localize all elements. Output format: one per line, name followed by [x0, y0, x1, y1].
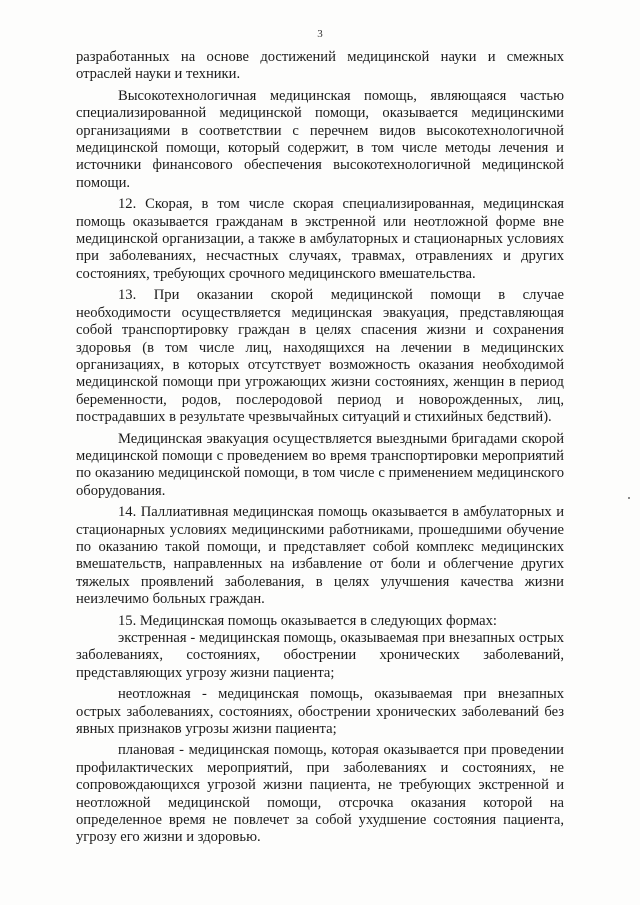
paragraph-form-emergency: экстренная - медицинская помощь, оказываемая при внезапных острых заболеваниях, состояниях, обострении хронических заболеваний, представляющих угрозу жизни пациента; — [76, 630, 564, 681]
paragraph-14-palliative-care: 14. Паллиативная медицинская помощь оказывается в амбулаторных и стационарных условиях медицинскими работниками, прошедшими обучение по оказанию такой помощи, и представляет собой комплекс медицинских вмешательств, направленных на избавление от боли и облегчение других тяжелых проявлений заболевания, в целях улучшения качества жизни неизлечимо больных граждан. — [76, 504, 564, 608]
paragraph-evacuation-teams: Медицинская эвакуация осуществляется выездными бригадами скорой медицинской помощи с проведением во время транспортировки мероприятий по оказанию медицинской помощи, в том числе с применением медицинского оборудования. — [76, 430, 564, 499]
paragraph-form-planned: плановая - медицинская помощь, которая оказывается при проведении профилактических мероприятий, при заболеваниях и состояниях, не сопровождающихся угрозой жизни пациента, не требующих экстренной и неотложной медицинской помощи, отсрочка оказания которой на определенное время не повлечет за собой ухудшение состояния пациента, угрозу его жизни и здоровью. — [76, 742, 564, 846]
paragraph-continuation: разработанных на основе достижений медицинской науки и смежных отраслей науки и техники. — [76, 49, 564, 83]
paragraph-12-emergency-care: 12. Скорая, в том числе скорая специализированная, медицинская помощь оказывается гражданам в экстренной или неотложной форме вне медицинской организации, а также в амбулаторных и стационарных условиях при заболеваниях, несчастных случаях, травмах, отравлениях и других состояниях, требующих срочного медицинского вмешательства. — [76, 196, 564, 282]
document-body — [76, 49, 564, 847]
scan-speck — [628, 497, 630, 499]
paragraph-form-urgent: неотложная - медицинская помощь, оказываемая при внезапных острых заболеваниях, состояниях, обострении хронических заболеваний без явных признаков угрозы жизни пациента; — [76, 686, 564, 738]
paragraph-15-forms: 15. Медицинская помощь оказывается в следующих формах: — [118, 612, 497, 629]
paragraph-13-evacuation: 13. При оказании скорой медицинской помощи в случае необходимости осуществляется медицинская эвакуация, представляющая собой транспортировку граждан в целях спасения жизни и сохранения здоровья (в том числе лиц, находящихся на лечении в медицинских организациях, в которых отсутствует возможность оказания необходимой медицинской помощи при угрожающих жизни состояниях, женщин в период беременности, родов, послеродовой период и новорожденных, лиц, пострадавших в результате чрезвычайных ситуаций и стихийных бедствий). — [76, 287, 564, 426]
page-number: 3 — [317, 28, 323, 40]
paragraph-high-tech-care: Высокотехнологичная медицинская помощь, являющаяся частью специализированной медицинской помощи, оказывается медицинскими организациями в соответствии с перечнем видов высокотехнологичной медицинской помощи, который содержит, в том числе методы лечения и источники финансового обеспечения высокотехнологичной медицинской помощи. — [76, 87, 564, 191]
